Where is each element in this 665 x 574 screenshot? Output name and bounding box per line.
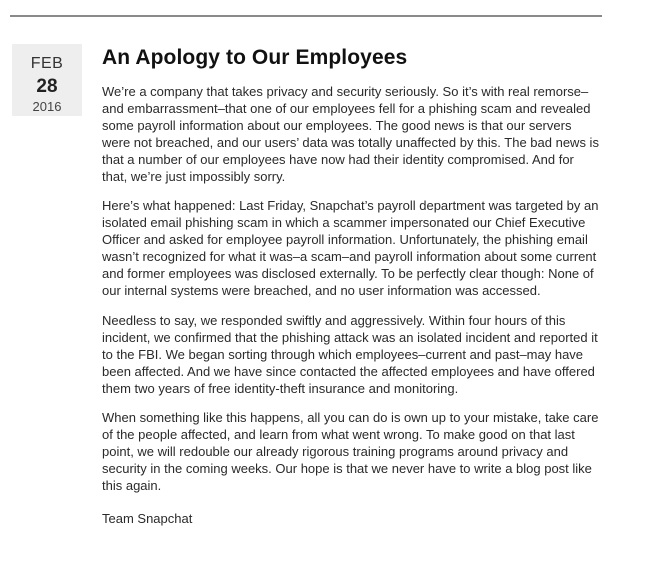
post-paragraph-4: When something like this happens, all you can do is own up to your mistake, take care of the people affected, and learn from what went wrong. To make good on that last point, we will redouble our already rigorous training programs around privacy and security in the coming weeks. Our hope is that we never have to write a blog post like this again.: [102, 410, 599, 494]
post-date-badge: [12, 44, 82, 116]
date-year: 2016: [32, 99, 62, 114]
post-paragraph-1: We’re a company that takes privacy and security seriously. So it’s with real remorse–and embarrassment–that one of our employees fell for a phishing scam and revealed some payroll information about our employees. The good news is that our servers were not breached, and our users’ data was totally unaffected by this. The bad news is that a number of our employees have now had their identity compromised. And for that, we’re just impossibly sorry.: [102, 84, 599, 184]
post-signoff: Team Snapchat: [102, 510, 193, 526]
date-month: FEB: [30, 55, 64, 72]
blog-post: [102, 44, 602, 528]
post-paragraph-2: Here’s what happened: Last Friday, Snapchat’s payroll department was targeted by an isolated email phishing scam in which a scammer impersonated our Chief Executive Officer and asked for employee payroll information. Unfortunately, the phishing email wasn’t recognized for what it was–a scam–and payroll information about some current and former employees was disclosed externally. To be perfectly clear though: None of our internal systems were breached, and no user information was accessed.: [102, 198, 599, 298]
post-paragraph-3: Needless to say, we responded swiftly and aggressively. Within four hours of this incident, we confirmed that the phishing attack was an isolated incident and reported it to the FBI. We began sorting through which employees–current and past–may have been affected. And we have since contacted the affected employees and have offered them two years of free identity-theft insurance and monitoring.: [102, 312, 598, 396]
post-title: An Apology to Our Employees: [102, 46, 408, 69]
date-day: 28: [36, 76, 58, 97]
header-divider: [10, 15, 602, 17]
